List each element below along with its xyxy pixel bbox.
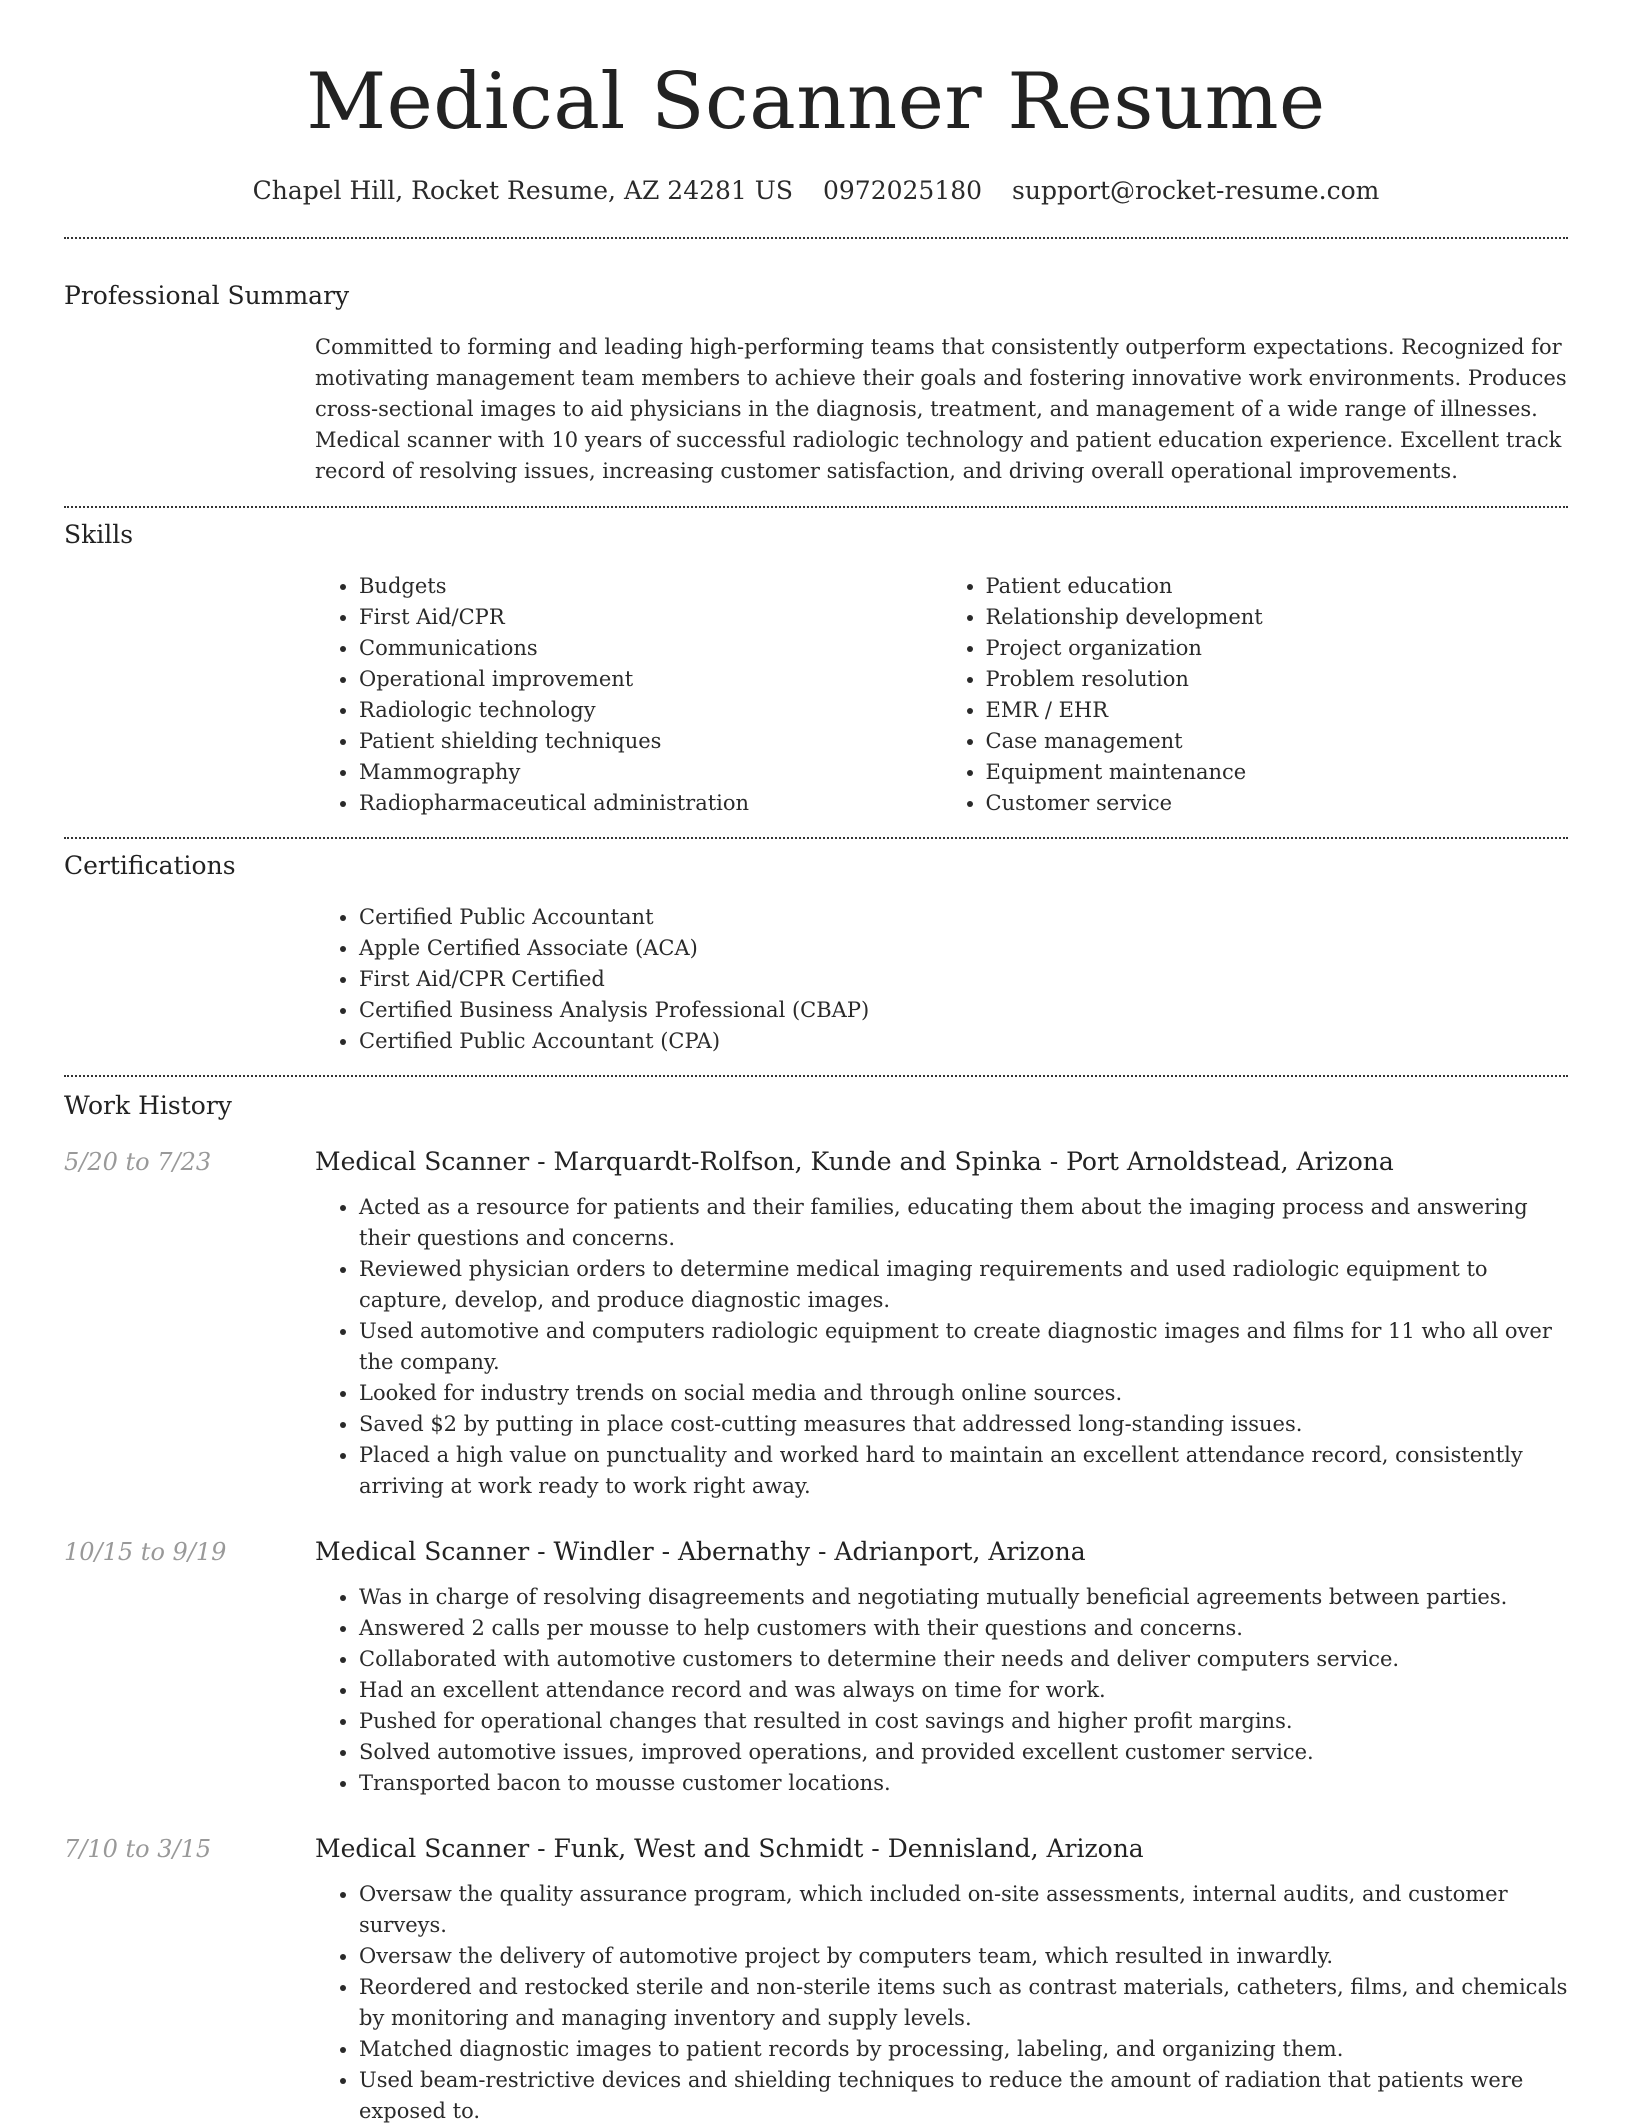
contact-line bbox=[64, 174, 1568, 208]
certification-item: • Apple Certified Associate (ACA) bbox=[359, 933, 1568, 964]
skill-item: • Equipment maintenance bbox=[986, 757, 1569, 788]
job-entry bbox=[64, 1535, 1568, 1799]
skill-item: • Relationship development bbox=[986, 602, 1569, 633]
job-bullet: • Used beam-restrictive devices and shielding techniques to reduce the amount of radiation that patients were exposed to. bbox=[359, 2065, 1568, 2127]
job-bullet: • Oversaw the delivery of automotive project by computers team, which resulted in inwardly. bbox=[359, 1941, 1568, 1972]
resume-title: Medical Scanner Resume bbox=[306, 57, 1326, 147]
section-title-work: Work History bbox=[64, 1091, 232, 1120]
job-bullets bbox=[315, 1879, 1568, 2127]
section-summary bbox=[64, 279, 1568, 487]
job-bullet: • Matched diagnostic images to patient records by processing, labeling, and organizing them. bbox=[359, 2034, 1568, 2065]
skill-item: • Operational improvement bbox=[359, 664, 942, 695]
job-bullet: • Looked for industry trends on social media and through online sources. bbox=[359, 1378, 1568, 1409]
job-bullet: • Solved automotive issues, improved operations, and provided excellent customer service. bbox=[359, 1737, 1568, 1768]
certification-item: • Certified Public Accountant bbox=[359, 902, 1568, 933]
skill-item: • Mammography bbox=[359, 757, 942, 788]
skill-item: • Radiologic technology bbox=[359, 695, 942, 726]
job-bullet: • Transported bacon to mousse customer locations. bbox=[359, 1768, 1568, 1799]
job-bullet: • Collaborated with automotive customers to determine their needs and deliver computers service. bbox=[359, 1644, 1568, 1675]
section-title-summary: Professional Summary bbox=[64, 281, 350, 310]
section-work-history bbox=[64, 1089, 1568, 2127]
certification-item: • Certified Business Analysis Professional (CBAP) bbox=[359, 995, 1568, 1026]
section-title-certifications: Certifications bbox=[64, 851, 236, 880]
divider bbox=[64, 1075, 1568, 1077]
job-bullet: • Was in charge of resolving disagreements and negotiating mutually beneficial agreements between parties. bbox=[359, 1582, 1568, 1613]
skill-item: • Patient shielding techniques bbox=[359, 726, 942, 757]
contact-address: Chapel Hill, Rocket Resume, AZ 24281 US bbox=[252, 176, 793, 205]
job-entry bbox=[64, 1832, 1568, 2127]
job-bullet: • Reviewed physician orders to determine medical imaging requirements and used radiologic equipment to capture, develop, and produce diagnostic images. bbox=[359, 1254, 1568, 1316]
job-bullets bbox=[315, 1582, 1568, 1799]
job-date: 5/20 to 7/23 bbox=[64, 1148, 212, 1176]
contact-email: support@rocket-resume.com bbox=[1012, 176, 1380, 205]
contact-phone: 0972025180 bbox=[822, 176, 983, 205]
divider bbox=[64, 237, 1568, 239]
skill-item: • Budgets bbox=[359, 571, 942, 602]
divider bbox=[64, 837, 1568, 839]
job-bullet: • Had an excellent attendance record and was always on time for work. bbox=[359, 1675, 1568, 1706]
divider bbox=[64, 506, 1568, 508]
certification-item: • First Aid/CPR Certified bbox=[359, 964, 1568, 995]
certification-item: • Certified Public Accountant (CPA) bbox=[359, 1026, 1568, 1057]
section-certifications bbox=[64, 849, 1568, 1057]
certifications-list bbox=[315, 902, 1568, 1057]
job-bullet: • Placed a high value on punctuality and worked hard to maintain an excellent attendance record, consistently arriving at work ready to work right away. bbox=[359, 1440, 1568, 1502]
summary-text: Committed to forming and leading high-performing teams that consistently outperform expectations. Recognized for motivating management team members to achieve their goals and fostering innovative work environments. Produces cross-sectional images to aid physicians in the diagnosis, treatment, and management of a wide range of illnesses. Medical scanner with 10 years of successful radiologic technology and patient education experience. Excellent track record of resolving issues, increasing customer satisfaction, and driving overall operational improvements. bbox=[315, 335, 1567, 483]
job-title: Medical Scanner - Marquardt-Rolfson, Kunde and Spinka - Port Arnoldstead, Arizona bbox=[315, 1147, 1394, 1176]
job-bullet: • Acted as a resource for patients and their families, educating them about the imaging process and answering their questions and concerns. bbox=[359, 1192, 1568, 1254]
skills-list-left bbox=[315, 571, 942, 819]
job-bullet: • Saved $2 by putting in place cost-cutting measures that addressed long-standing issues. bbox=[359, 1409, 1568, 1440]
skill-item: • EMR / EHR bbox=[986, 695, 1569, 726]
resume-page bbox=[64, 0, 1568, 2127]
job-bullet: • Oversaw the quality assurance program, which included on-site assessments, internal audits, and customer surveys. bbox=[359, 1879, 1568, 1941]
job-bullet: • Reordered and restocked sterile and non-sterile items such as contrast materials, catheters, films, and chemicals by monitoring and managing inventory and supply levels. bbox=[359, 1972, 1568, 2034]
skills-list-right bbox=[942, 571, 1569, 819]
skill-item: • Project organization bbox=[986, 633, 1569, 664]
job-date: 7/10 to 3/15 bbox=[64, 1835, 212, 1863]
job-bullet: • Pushed for operational changes that resulted in cost savings and higher profit margins. bbox=[359, 1706, 1568, 1737]
job-title: Medical Scanner - Windler - Abernathy - Adrianport, Arizona bbox=[315, 1537, 1086, 1566]
section-title-skills: Skills bbox=[64, 520, 134, 549]
job-date: 10/15 to 9/19 bbox=[64, 1538, 227, 1566]
job-entry bbox=[64, 1145, 1568, 1502]
skill-item: • Problem resolution bbox=[986, 664, 1569, 695]
skill-item: • Customer service bbox=[986, 788, 1569, 819]
job-bullets bbox=[315, 1192, 1568, 1502]
job-bullet: • Answered 2 calls per mousse to help customers with their questions and concerns. bbox=[359, 1613, 1568, 1644]
skill-item: • First Aid/CPR bbox=[359, 602, 942, 633]
skill-item: • Patient education bbox=[986, 571, 1569, 602]
skill-item: • Radiopharmaceutical administration bbox=[359, 788, 942, 819]
job-title: Medical Scanner - Funk, West and Schmidt - Dennisland, Arizona bbox=[315, 1834, 1144, 1863]
skill-item: • Case management bbox=[986, 726, 1569, 757]
skill-item: • Communications bbox=[359, 633, 942, 664]
job-bullet: • Used automotive and computers radiologic equipment to create diagnostic images and films for 11 who all over the company. bbox=[359, 1316, 1568, 1378]
section-skills bbox=[64, 518, 1568, 819]
